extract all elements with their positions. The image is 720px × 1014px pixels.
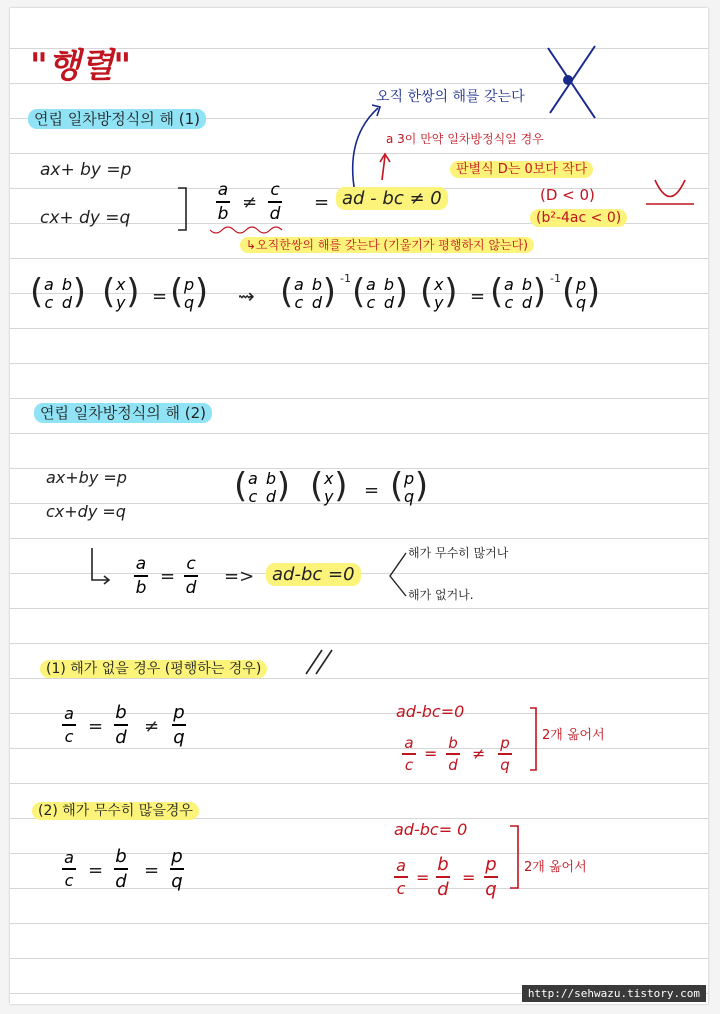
- matrix-abcd: ( a b c d ): [352, 272, 408, 312]
- page-title: "행렬": [30, 46, 132, 86]
- case2-frac-a-c: a c: [62, 848, 76, 890]
- degree-note: a 3이 만약 일차방정식일 경우: [386, 132, 544, 146]
- case1-red-note: 2개 옮어서: [542, 728, 605, 743]
- d-lt-zero: (D < 0): [540, 186, 595, 204]
- case2-red-rel2: =: [462, 868, 476, 887]
- case2-red-rel1: =: [416, 868, 430, 887]
- equals-sign: =: [314, 192, 330, 213]
- b2-4ac-note: (b²-4ac < 0): [530, 210, 627, 226]
- equals-sign: =: [364, 480, 380, 501]
- case1-red-frac-a-c: a c: [402, 734, 416, 774]
- case1-red-rel1: =: [424, 744, 438, 763]
- branch-infinite: 해가 무수히 많거나: [408, 546, 509, 560]
- case2-rel2: =: [144, 860, 160, 881]
- inverse-mark: -1: [550, 272, 561, 285]
- unique-solution-note-2: ↳오직한쌍의 해를 갖는다 (기울기가 평행하지 않는다): [240, 236, 534, 253]
- vector-xy: ( x y ): [420, 272, 458, 312]
- section2-heading: 연립 일차방정식의 해 (2): [34, 402, 212, 423]
- fraction-c-over-d: c d: [185, 554, 197, 598]
- case2-rel1: =: [88, 860, 104, 881]
- case1-red-eq: ad-bc=0: [396, 702, 465, 721]
- vector-pq: ( p q ): [170, 272, 209, 312]
- case1-rel1: =: [88, 716, 104, 737]
- case1-frac-p-q: p q: [173, 702, 185, 748]
- branch-none: 해가 없거나.: [408, 588, 474, 602]
- wavy-arrow: ⇝: [238, 284, 255, 308]
- fraction-c-over-d: c d: [269, 180, 281, 224]
- section1-eq1: ax+ by =p: [40, 160, 132, 180]
- fraction-a-over-b: a b: [135, 554, 147, 598]
- source-url-badge: http://sehwazu.tistory.com: [522, 985, 706, 1002]
- note-paper: [10, 8, 708, 1004]
- case1-red-rel2: ≠: [472, 744, 486, 763]
- discriminant-note: 판별식 D는 0보다 작다: [450, 158, 593, 177]
- case2-red-note: 2개 옮어서: [524, 860, 587, 875]
- matrix-abcd: ( a b c d ): [234, 466, 290, 506]
- case1-red-frac-b-d: b d: [446, 734, 460, 774]
- inverse-mark: -1: [340, 272, 351, 285]
- case2-frac-p-q: p q: [171, 846, 183, 892]
- equals-sign: =: [160, 566, 176, 587]
- vector-xy: ( x y ): [102, 272, 140, 312]
- section2-result: ad-bc =0: [266, 564, 361, 585]
- equals-sign: =: [470, 286, 486, 307]
- matrix-abcd-inverse: ( a b c d ): [280, 272, 336, 312]
- case2-heading: (2) 해가 무수히 많을경우: [32, 800, 199, 820]
- unique-solution-note: 오직 한쌍의 해를 갖는다: [376, 89, 525, 105]
- matrix-abcd-inverse: ( a b c d ): [490, 272, 546, 312]
- case2-red-eq: ad-bc= 0: [394, 820, 468, 839]
- section1-eq2: cx+ dy =q: [40, 208, 131, 228]
- case2-frac-b-d: b d: [115, 846, 127, 892]
- vector-pq: ( p q ): [390, 466, 429, 506]
- case1-frac-b-d: b d: [115, 702, 127, 748]
- case2-red-frac-a-c: a c: [394, 856, 408, 898]
- case1-red-frac-p-q: p q: [498, 734, 512, 774]
- section2-eq2: cx+dy =q: [46, 502, 126, 521]
- matrix-abcd: ( a b c d ): [30, 272, 86, 312]
- neq-sign: ≠: [242, 192, 258, 213]
- case1-rel2: ≠: [144, 716, 160, 737]
- vector-pq: ( p q ): [562, 272, 601, 312]
- implies-arrow: =>: [224, 566, 255, 587]
- vector-xy: ( x y ): [310, 466, 348, 506]
- case1-heading: (1) 해가 없을 경우 (평행하는 경우): [40, 658, 267, 678]
- section2-eq1: ax+by =p: [46, 468, 127, 487]
- case1-frac-a-c: a c: [62, 704, 76, 746]
- case2-red-frac-p-q: p q: [485, 854, 497, 900]
- fraction-a-over-b: a b: [217, 180, 229, 224]
- section1-heading: 연립 일차방정식의 해 (1): [28, 108, 206, 129]
- case2-red-frac-b-d: b d: [437, 854, 449, 900]
- equals-sign: =: [152, 286, 168, 307]
- section1-result: ad - bc ≠ 0: [336, 188, 448, 209]
